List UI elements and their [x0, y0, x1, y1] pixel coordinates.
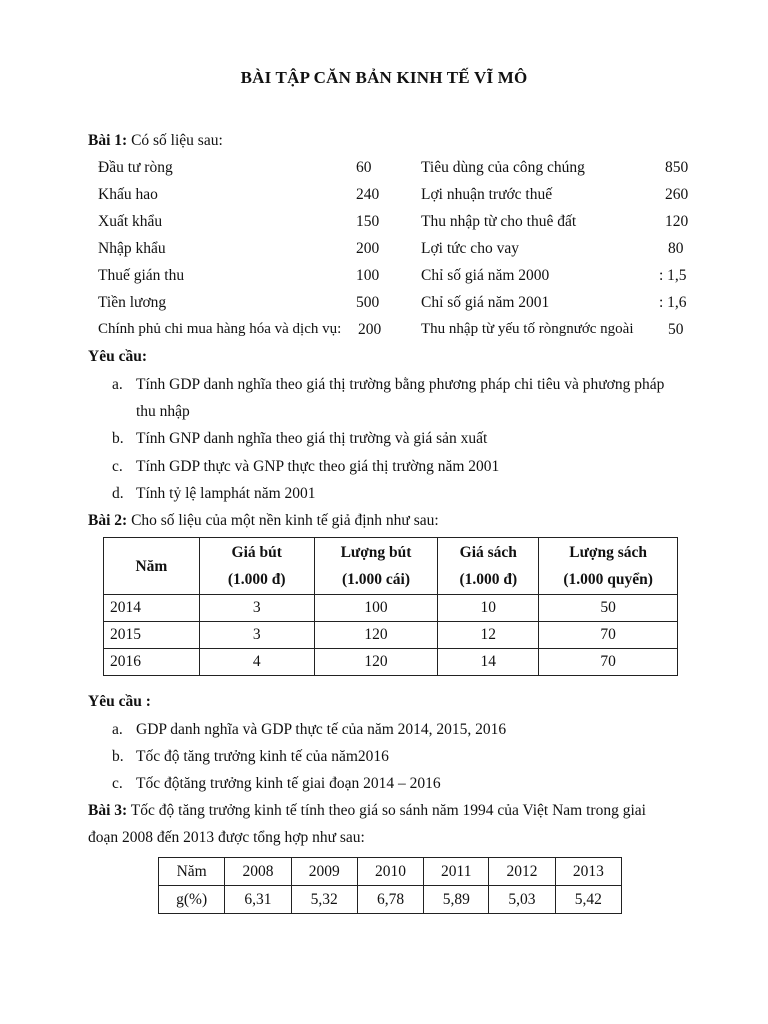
bai1-left-value: 150 [356, 213, 380, 230]
item-marker: c. [112, 458, 123, 475]
table-row [104, 649, 678, 676]
bai1-left-value: 60 [356, 159, 372, 176]
bai1-left-label: Xuất khẩu [98, 213, 163, 230]
bai1-left-value: 500 [356, 294, 380, 311]
table-cell: 2012 [489, 858, 555, 886]
table-header-cell [438, 538, 539, 595]
table-cell: 2008 [225, 858, 291, 886]
table-cell: 2016 [104, 649, 200, 676]
table-cell: 120 [314, 649, 438, 676]
item-marker: b. [112, 748, 124, 765]
document-title: BÀI TẬP CĂN BẢN KINH TẾ VĨ MÔ [240, 68, 528, 87]
table-cell: 70 [539, 649, 678, 676]
bai1-requirement-item [112, 458, 499, 476]
bai3-intro-line1: Tốc độ tăng trưởng kinh tế tính theo giá so sánh năm 1994 của Việt Nam trong giai [130, 802, 646, 819]
bai2-requirement-item [112, 721, 506, 739]
header-line2: (1.000 đ) [459, 571, 518, 588]
table-header-row [104, 538, 678, 595]
table-cell: 4 [199, 649, 314, 676]
item-text: Tốc độtăng trưởng kinh tế giai đoạn 2014 – 2016 [136, 775, 441, 792]
bai1-left-label: Đầu tư ròng [98, 159, 173, 176]
table-cell: 5,32 [291, 886, 357, 914]
header-line2: (1.000 quyển) [563, 571, 653, 588]
bai1-requirement-item [112, 485, 316, 503]
bai1-intro: Có số liệu sau: [131, 132, 223, 149]
bai1-right-value: 120 [665, 213, 689, 230]
table-header-cell [539, 538, 678, 595]
table-cell: 6,78 [357, 886, 423, 914]
bai1-left-value: 240 [356, 186, 380, 203]
bai2-heading [88, 512, 439, 530]
table-row [159, 886, 622, 914]
table-cell: 50 [539, 595, 678, 622]
bai1-requirement-item [112, 403, 190, 421]
item-marker: d. [112, 485, 124, 502]
table-cell: 120 [314, 622, 438, 649]
table-cell: 5,89 [424, 886, 489, 914]
table-cell: 3 [199, 622, 314, 649]
bai1-requirement-item [112, 430, 487, 448]
bai1-right-label: Tiêu dùng của công chúng [421, 159, 585, 176]
header-line1: Lượng bút [340, 544, 412, 561]
bai1-requirement-item [112, 376, 664, 394]
table-cell: 12 [438, 622, 539, 649]
item-marker: a. [112, 721, 123, 738]
item-text: Tốc độ tăng trưởng kinh tế của năm2016 [136, 748, 389, 765]
header-line1: Năm [135, 557, 168, 575]
header-line2: (1.000 đ) [227, 571, 286, 588]
table-cell: 2015 [104, 622, 200, 649]
bai2-requirement-item [112, 775, 441, 793]
bai1-right-value: 80 [668, 240, 684, 257]
item-text: Tính GDP thực và GNP thực theo giá thị trường năm 2001 [136, 458, 500, 475]
item-text: Tính GNP danh nghĩa theo giá thị trường và giá sản xuất [136, 430, 488, 447]
bai1-right-label: Chỉ số giá năm 2001 [421, 294, 550, 311]
header-line2: (1.000 cái) [341, 571, 410, 588]
bai1-right-value: 850 [665, 159, 689, 176]
bai1-right-value: : 1,6 [659, 294, 687, 311]
table-cell: 10 [438, 595, 539, 622]
item-text: Tính tỷ lệ lamphát năm 2001 [136, 485, 316, 502]
item-marker: b. [112, 430, 124, 447]
table-cell: 6,31 [225, 886, 291, 914]
header-line1: Lượng sách [569, 544, 647, 561]
bai1-left-label: Chính phủ chi mua hàng hóa và dịch vụ: [98, 321, 342, 337]
table-cell: 2010 [357, 858, 423, 886]
table-cell: 3 [199, 595, 314, 622]
bai3-heading [88, 802, 646, 820]
table-row [104, 622, 678, 649]
bai2-intro: Cho số liệu của một nền kinh tế giả định như sau: [131, 512, 439, 529]
bai2-label: Bài 2: [88, 512, 128, 529]
bai1-right-label: Thu nhập từ cho thuê đất [421, 213, 577, 230]
table-cell: 5,42 [555, 886, 621, 914]
table-cell: 70 [539, 622, 678, 649]
bai1-right-label: Thu nhập từ yếu tố ròngnước ngoài [421, 321, 634, 337]
table-cell: Năm [159, 858, 225, 886]
item-marker: a. [112, 376, 123, 393]
bai1-label: Bài 1: [88, 132, 128, 149]
bai2-requirement-item [112, 748, 389, 766]
bai1-left-value: 200 [356, 240, 380, 257]
bai1-left-label: Thuế gián thu [98, 267, 185, 284]
table-cell: g(%) [159, 886, 225, 914]
header-line1: Giá bút [231, 544, 282, 561]
item-text: thu nhập [136, 403, 190, 420]
header-line1: Giá sách [459, 544, 517, 561]
table-header-cell [104, 538, 200, 595]
bai1-right-value: 260 [665, 186, 689, 203]
bai1-right-value: : 1,5 [659, 267, 687, 284]
bai1-left-label: Nhập khẩu [98, 240, 166, 257]
item-text: Tính GDP danh nghĩa theo giá thị trường bằng phương pháp chi tiêu và phương pháp [136, 376, 665, 393]
bai1-left-label: Tiền lương [98, 294, 167, 311]
table-cell: 2014 [104, 595, 200, 622]
item-marker: c. [112, 775, 123, 792]
bai3-label: Bài 3: [88, 802, 128, 819]
bai1-right-label: Lợi tức cho vay [421, 240, 519, 257]
bai1-left-value: 100 [356, 267, 380, 284]
bai1-left-label: Khấu hao [98, 186, 158, 203]
table-header-cell [199, 538, 314, 595]
bai1-right-label: Chỉ số giá năm 2000 [421, 267, 550, 284]
table-row [159, 858, 622, 886]
table-row [104, 595, 678, 622]
table-cell: 100 [314, 595, 438, 622]
table-header-cell [314, 538, 438, 595]
table-cell: 14 [438, 649, 539, 676]
bai1-left-value: 200 [358, 321, 382, 338]
table-cell: 5,03 [489, 886, 555, 914]
bai3-growth-table [158, 857, 622, 914]
bai2-requirements-label: Yêu cầu : [88, 693, 151, 710]
table-cell: 2013 [555, 858, 621, 886]
bai1-right-value: 50 [668, 321, 684, 338]
bai1-requirements-label: Yêu cầu: [88, 348, 147, 365]
table-cell: 2011 [424, 858, 489, 886]
bai1-right-label: Lợi nhuận trước thuế [421, 186, 553, 203]
item-text: GDP danh nghĩa và GDP thực tế của năm 2014, 2015, 2016 [136, 721, 507, 738]
table-cell: 2009 [291, 858, 357, 886]
bai3-intro-line2: đoạn 2008 đến 2013 được tổng hợp như sau: [88, 829, 365, 846]
bai1-heading [88, 132, 223, 150]
bai2-data-table [103, 537, 678, 676]
